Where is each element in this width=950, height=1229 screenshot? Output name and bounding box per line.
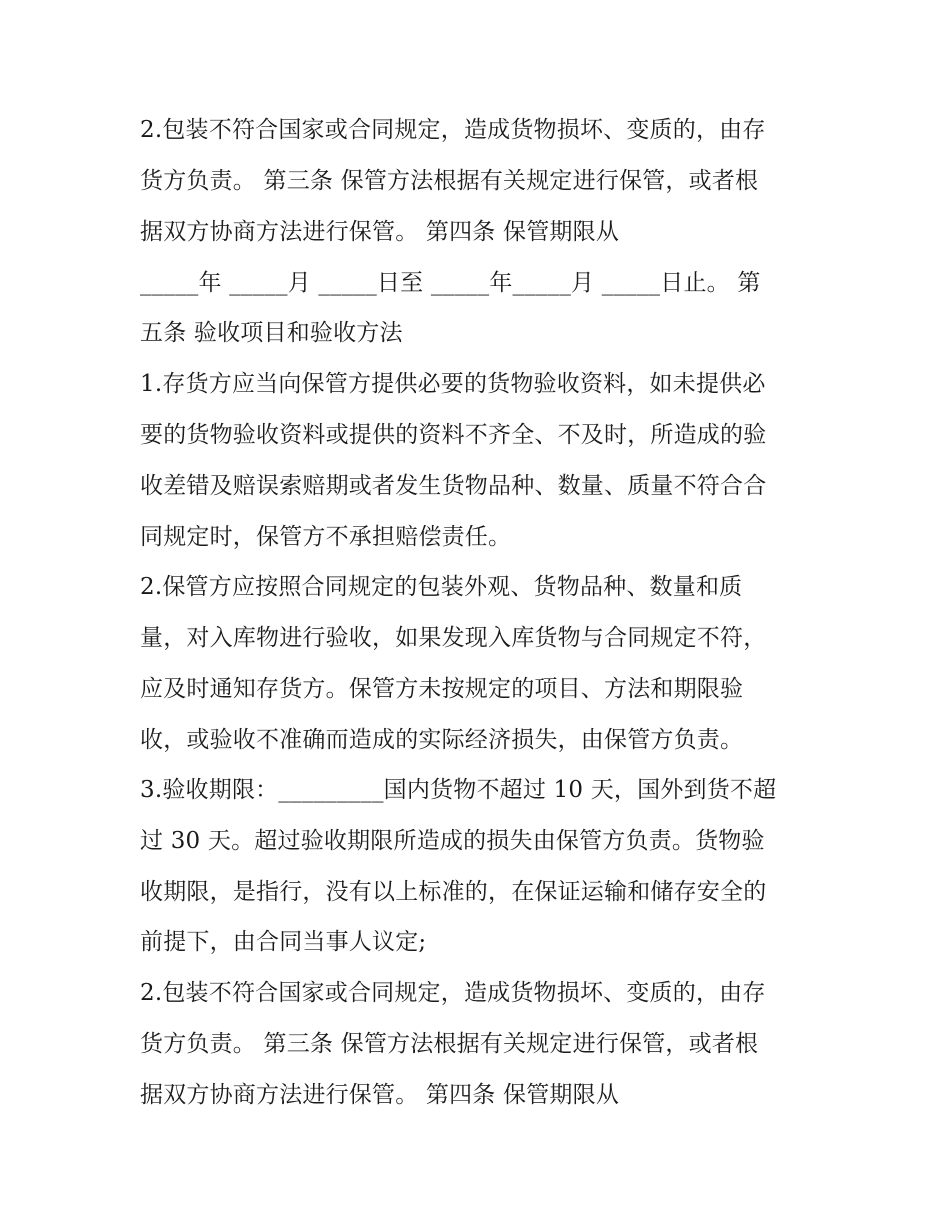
text-line: 前提下，由合同当事人议定; <box>140 929 427 955</box>
text-line: 1.存货方应当向保管方提供必要的货物验收资料，如未提供必 <box>140 371 766 397</box>
text-line: 货方负责。 第三条 保管方法根据有关规定进行保管，或者根 <box>140 1031 759 1057</box>
text-line: 同规定时，保管方不承担赔偿责任。 <box>140 524 512 550</box>
text-line: 收，或验收不准确而造成的实际经济损失，由保管方负责。 <box>140 727 744 753</box>
text-line: 2.保管方应按照合同规定的包装外观、货物品种、数量和质 <box>140 574 743 600</box>
text-line: 据双方协商方法进行保管。 第四条 保管期限从 <box>140 219 620 245</box>
text-line: 收差错及赔误索赔期或者发生货物品种、数量、质量不符合合 <box>140 473 767 499</box>
text-line: 货方负责。 第三条 保管方法根据有关规定进行保管，或者根 <box>140 168 759 194</box>
text-line: 据双方协商方法进行保管。 第四条 保管期限从 <box>140 1082 620 1108</box>
text-line: 3.验收期限：_________国内货物不超过 10 天，国外到货不超 <box>140 777 777 803</box>
text-line: 应及时通知存货方。保管方未按规定的项目、方法和期限验 <box>140 676 744 702</box>
text-line: 五条 验收项目和验收方法 <box>140 320 403 346</box>
text-line: _____年 _____月 _____日至 _____年_____月 _____日止。 第 <box>140 270 761 296</box>
text-line: 量，对入库物进行验收，如果发现入库货物与合同规定不符， <box>140 625 767 651</box>
text-line: 收期限，是指行，没有以上标准的，在保证运输和储存安全的 <box>140 879 767 905</box>
text-line: 2.包装不符合国家或合同规定，造成货物损坏、变质的，由存 <box>140 980 766 1006</box>
text-line: 过 30 天。超过验收期限所造成的损失由保管方负责。货物验 <box>140 828 765 854</box>
text-line: 要的货物验收资料或提供的资料不齐全、不及时，所造成的验 <box>140 422 767 448</box>
text-line: 2.包装不符合国家或合同规定，造成货物损坏、变质的，由存 <box>140 117 766 143</box>
